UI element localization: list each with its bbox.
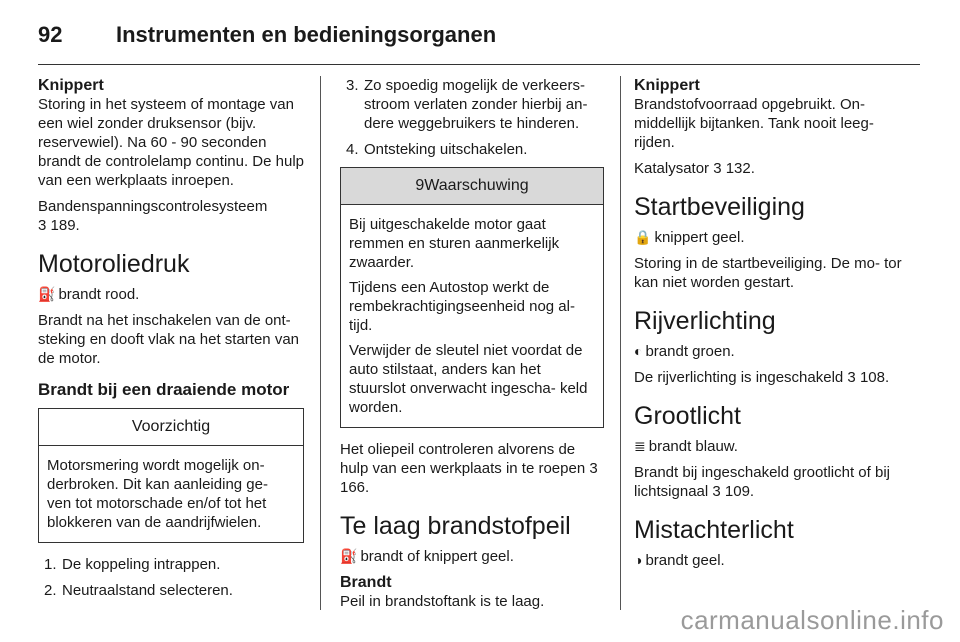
warning-paragraph: Bij uitgeschakelde motor gaat remmen en sturen aanmerkelijk zwaarder. — [349, 216, 560, 271]
caution-title: Voorzichtig — [39, 409, 303, 446]
start-status-line — [634, 228, 904, 247]
column-1 — [38, 76, 304, 607]
list-item: 1. De koppeling intrappen. — [44, 556, 221, 573]
column-3 — [634, 76, 904, 577]
page-header — [38, 14, 920, 60]
groot-text: Brandt bij ingeschakeld grootlicht of bij lichtsignaal 3 109. — [634, 464, 890, 500]
mist-status-line — [634, 551, 904, 570]
mist-status: brandt geel. — [645, 552, 725, 569]
page-title: Instrumenten en bedieningsorganen — [116, 22, 497, 47]
steps-list-2 — [340, 76, 604, 159]
caution-box — [38, 408, 304, 543]
fuel-status-line — [340, 547, 604, 566]
rij-status-line — [634, 342, 904, 361]
oil-check-text: Het oliepeil controleren alvorens de hulp van een werkplaats in te roepen 3 166. — [340, 441, 598, 496]
groot-status-line — [634, 437, 904, 456]
column-2 — [340, 76, 604, 618]
rij-text: De rijverlichting is ingeschakeld 3 108. — [634, 369, 890, 386]
high-beam-icon: ≣ — [634, 438, 646, 454]
daytime-light-icon: ◐ — [634, 343, 643, 359]
caution-text: Motorsmering wordt mogelijk on- derbroken. Dit kan aanleiding ge- ven tot motorschade en/of tot het blokkeren van de aandrijfwielen. — [47, 457, 268, 531]
motor-text: Brandt na het inschakelen van de ont- steking en dooft vlak na het starten van de motor. — [38, 312, 299, 367]
warning-body — [341, 205, 603, 427]
motoroliedruk-title: Motoroliedruk — [38, 250, 190, 278]
startbeveiliging-title: Startbeveiliging — [634, 193, 805, 221]
knippert-text: Storing in het systeem of montage van een wiel zonder druksensor (bijv. reservewiel). Na 60 - 90 seconden brandt de controlelamp continu. De hulp van een werkplaats inroepen. — [38, 96, 305, 189]
banden-page-ref[interactable]: 3 189. — [38, 217, 80, 234]
page-number: 92 — [38, 22, 63, 47]
caution-body — [39, 446, 303, 542]
header-divider — [38, 64, 920, 65]
draaiend-heading: Brandt bij een draaiende motor — [38, 380, 290, 399]
warning-box — [340, 167, 604, 428]
column-divider-2 — [620, 76, 621, 610]
car-lock-icon: 🔒 — [634, 229, 652, 245]
fuel-pump-icon: ⛽ — [340, 548, 358, 564]
start-text: Storing in de startbeveiliging. De mo- tor kan niet worden gestart. — [634, 255, 902, 291]
katalysator-ref: Katalysator 3 132. — [634, 160, 755, 177]
start-status: knippert geel. — [654, 229, 745, 246]
motor-status: brandt rood. — [58, 286, 140, 303]
knippert-text-2: Brandstofvoorraad opgebruikt. On- middellijk bijtanken. Tank nooit leeg- rijden. — [634, 96, 874, 151]
brandt-heading: Brandt — [340, 574, 392, 591]
banden-label: Bandenspanningscontrolesysteem — [38, 198, 268, 215]
mistachterlicht-title: Mistachterlicht — [634, 516, 794, 544]
warning-title: 9Waarschuwing — [341, 168, 603, 205]
groot-status: brandt blauw. — [648, 438, 738, 455]
rijverlichting-title: Rijverlichting — [634, 307, 776, 335]
rear-fog-light-icon: ◑ — [634, 552, 643, 568]
banden-paragraph — [38, 197, 304, 235]
list-item: 4. Ontsteking uitschakelen. — [346, 141, 528, 158]
knippert-heading: Knippert — [38, 77, 104, 94]
knippert-heading-2: Knippert — [634, 77, 700, 94]
grootlicht-title: Grootlicht — [634, 402, 741, 430]
list-item: 3. Zo spoedig mogelijk de verkeers- stroom verlaten zonder hierbij an- dere weggebruikers te hinderen. — [346, 77, 588, 132]
brandt-text: Peil in brandstoftank is te laag. — [340, 593, 545, 610]
motor-status-line — [38, 285, 304, 304]
oil-can-icon: ⛽ — [38, 286, 56, 302]
fuel-title: Te laag brandstofpeil — [340, 512, 571, 540]
steps-list-1 — [38, 555, 304, 600]
column-divider-1 — [320, 76, 321, 610]
watermark: carmanualsonline.info — [680, 605, 944, 635]
list-item: 2. Neutraalstand selecteren. — [44, 582, 233, 599]
warning-paragraph: Tijdens een Autostop werkt de rembekrachtigingseenheid nog al- tijd. — [349, 279, 575, 334]
fuel-status: brandt of knippert geel. — [360, 548, 514, 565]
rij-status: brandt groen. — [645, 343, 735, 360]
warning-paragraph: Verwijder de sleutel niet voordat de auto stilstaat, anders kan het stuurslot onverwacht ingescha- keld worden. — [349, 342, 588, 416]
